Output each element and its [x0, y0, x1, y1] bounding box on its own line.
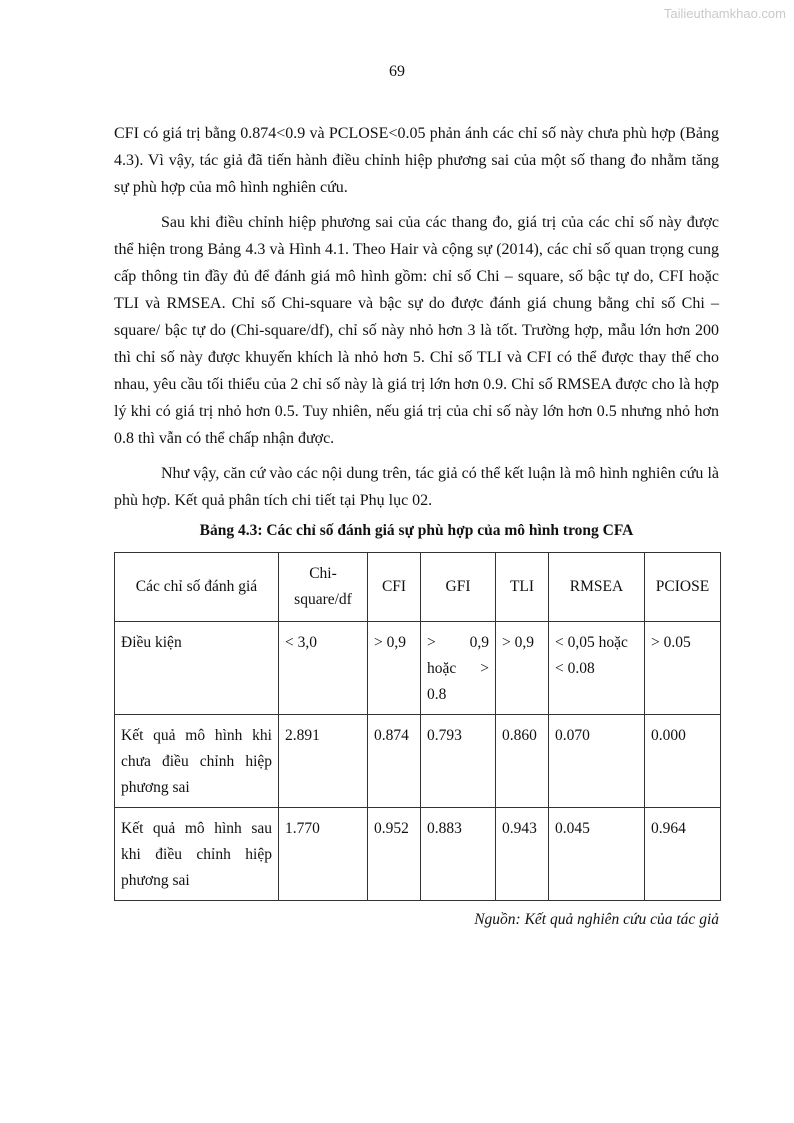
table-cell: > 0,9 hoặc > 0.8	[421, 622, 496, 715]
paragraph-3: Như vậy, căn cứ vào các nội dung trên, tác giả có thể kết luận là mô hình nghiên cứu là phù hợp. Kết quả phân tích chi tiết tại Phụ lục 02.	[114, 465, 719, 509]
header-cell: PCIOSE	[645, 553, 721, 622]
table-row	[115, 622, 721, 715]
table-cell: > 0.05	[645, 622, 721, 715]
watermark: Tailieuthamkhao.com	[663, 6, 786, 21]
table-cell: 0.045	[549, 808, 645, 901]
header-cell: Các chỉ số đánh giá	[115, 553, 279, 622]
row-label: Kết quả mô hình khi chưa điều chỉnh hiệp phương sai	[115, 715, 279, 808]
table-cell: 0.874	[368, 715, 421, 808]
table-cell: 0.952	[368, 808, 421, 901]
table-cell: < 0,05 hoặc < 0.08	[549, 622, 645, 715]
row-label: Điều kiện	[115, 622, 279, 715]
table-cell: 0.883	[421, 808, 496, 901]
table-cell: > 0,9	[368, 622, 421, 715]
header-cell: CFI	[368, 553, 421, 622]
document-body	[114, 120, 719, 929]
table-cell: 1.770	[279, 808, 368, 901]
table-row	[115, 715, 721, 808]
table-caption: Bảng 4.3: Các chỉ số đánh giá sự phù hợp của mô hình trong CFA	[199, 522, 634, 539]
header-cell: RMSEA	[549, 553, 645, 622]
table-cell: 2.891	[279, 715, 368, 808]
table-cell: 0.793	[421, 715, 496, 808]
table-cell: 0.943	[496, 808, 549, 901]
paragraph-1: CFI có giá trị bằng 0.874<0.9 và PCLOSE<0.05 phản ánh các chỉ số này chưa phù hợp (Bảng 4.3). Vì vậy, tác giả đã tiến hành điều chỉnh hiệp phương sai của một số thang đo nhằm tăng sự phù hợp của mô hình nghiên cứu.	[114, 125, 719, 196]
table-header-row	[115, 553, 721, 622]
cfa-fit-table	[114, 552, 721, 901]
row-label: Kết quả mô hình sau khi điều chỉnh hiệp phương sai	[115, 808, 279, 901]
table-cell: 0.964	[645, 808, 721, 901]
paragraph-2: Sau khi điều chỉnh hiệp phương sai của các thang đo, giá trị của các chỉ số này được thể hiện trong Bảng 4.3 và Hình 4.1. Theo Hair và cộng sự (2014), các chỉ số quan trọng cung cấp thông tin đầy đủ để đánh giá mô hình gồm: chỉ số Chi – square, số bậc tự do, CFI hoặc TLI và RMSEA. Chỉ số Chi-square và bậc sự do được đánh giá chung bằng chỉ số Chi – square/ bậc tự do (Chi-square/df), chỉ số này nhỏ hơn 3 là tốt. Trường hợp, mẫu lớn hơn 200 thì chỉ số này được khuyến khích là nhỏ hơn 5. Chỉ số TLI và CFI có thể được thay thế cho nhau, yêu cầu tối thiểu của 2 chỉ số này là giá trị lớn hơn 0.9. Chỉ số RMSEA được cho là hợp lý khi có giá trị nhỏ hơn 0.5. Tuy nhiên, nếu giá trị của chỉ số này lớn hơn 0.5 nhưng nhỏ hơn 0.8 thì vẫn có thể chấp nhận được.	[114, 214, 719, 447]
header-cell: GFI	[421, 553, 496, 622]
table-cell: 0.000	[645, 715, 721, 808]
table-source-note: Nguồn: Kết quả nghiên cứu của tác giả	[474, 911, 719, 928]
header-cell: TLI	[496, 553, 549, 622]
table-cell: 0.860	[496, 715, 549, 808]
page-number: 69	[389, 63, 405, 80]
header-cell: Chi-square/df	[279, 553, 368, 622]
table-cell: > 0,9	[496, 622, 549, 715]
table-row	[115, 808, 721, 901]
table-cell: 0.070	[549, 715, 645, 808]
table-cell: < 3,0	[279, 622, 368, 715]
